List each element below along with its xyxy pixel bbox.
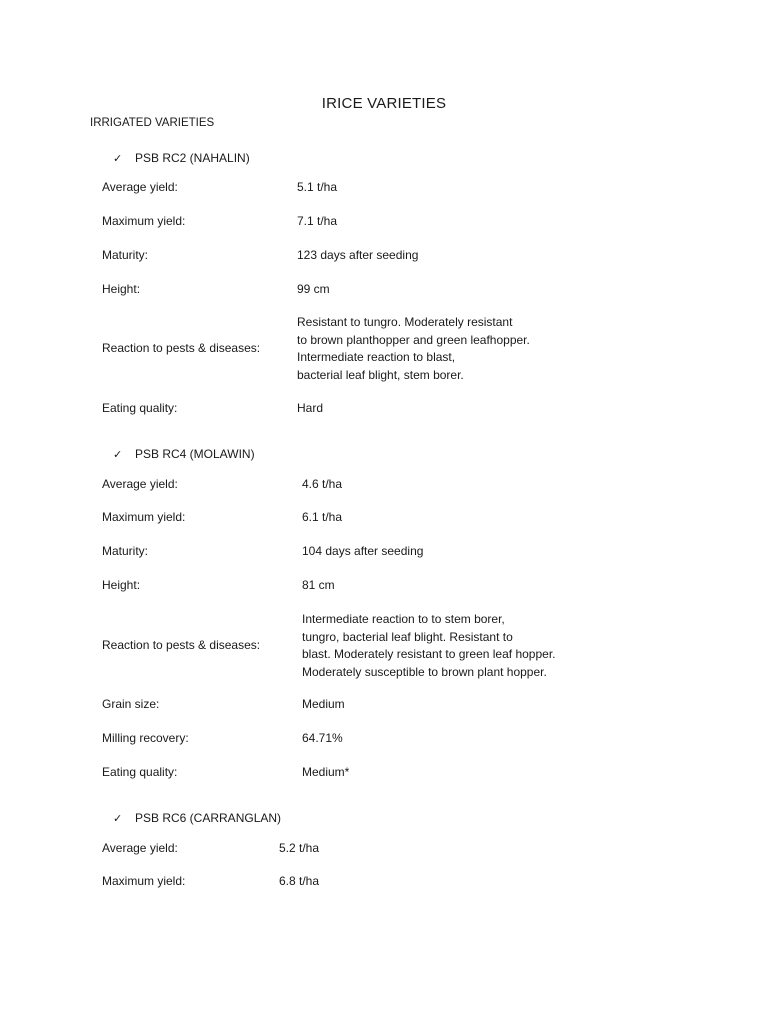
row-label: Maximum yield: <box>102 510 186 524</box>
row-value-multiline <box>297 314 530 384</box>
check-icon: ✓ <box>113 813 123 825</box>
row-value: Medium* <box>302 765 350 779</box>
row-value: 64.71% <box>302 731 343 745</box>
row-value-multiline <box>302 611 555 681</box>
row-label: Grain size: <box>102 697 160 711</box>
check-icon: ✓ <box>113 153 123 165</box>
row-label: Eating quality: <box>102 765 178 779</box>
row-label: Eating quality: <box>102 401 178 415</box>
row-label: Maturity: <box>102 248 149 262</box>
variety-name: PSB RC6 (CARRANGLAN) <box>135 811 282 825</box>
row-value: 7.1 t/ha <box>297 214 338 228</box>
row-value: 5.1 t/ha <box>297 180 338 194</box>
row-value: Hard <box>297 401 324 415</box>
row-label: Average yield: <box>102 841 178 855</box>
row-value: 6.8 t/ha <box>279 874 320 888</box>
row-label: Height: <box>102 282 141 296</box>
row-label: Maximum yield: <box>102 874 186 888</box>
row-label: Average yield: <box>102 180 178 194</box>
variety-heading-rc4 <box>113 447 255 461</box>
row-label: Maturity: <box>102 544 149 558</box>
row-value: 4.6 t/ha <box>302 477 343 491</box>
row-label: Reaction to pests & diseases: <box>102 341 261 355</box>
value-line: tungro, bacterial leaf blight. Resistant to <box>302 629 513 644</box>
row-value: Medium <box>302 697 345 711</box>
section-title: IRRIGATED VARIETIES <box>90 117 215 129</box>
row-label: Milling recovery: <box>102 731 189 745</box>
variety-heading-rc6 <box>113 811 281 825</box>
value-line: bacterial leaf blight, stem borer. <box>297 367 464 382</box>
row-value: 81 cm <box>302 578 335 592</box>
row-label: Average yield: <box>102 477 178 491</box>
value-line: blast. Moderately resistant to green leaf hopper. <box>302 647 556 661</box>
row-value: 99 cm <box>297 282 330 296</box>
value-line: Moderately susceptible to brown plant hopper. <box>302 664 547 679</box>
row-value: 123 days after seeding <box>297 248 419 262</box>
row-label: Maximum yield: <box>102 214 186 228</box>
value-line: Intermediate reaction to blast, <box>297 350 456 364</box>
value-line: Intermediate reaction to to stem borer, <box>302 612 505 626</box>
value-line: Resistant to tungro. Moderately resistant <box>297 315 513 329</box>
value-line: to brown planthopper and green leafhopper. <box>297 332 530 347</box>
row-label: Reaction to pests & diseases: <box>102 638 261 652</box>
check-icon: ✓ <box>113 449 123 461</box>
row-value: 5.2 t/ha <box>279 841 320 855</box>
row-value: 104 days after seeding <box>302 544 424 558</box>
row-label: Height: <box>102 578 141 592</box>
variety-name: PSB RC2 (NAHALIN) <box>135 151 250 165</box>
variety-name: PSB RC4 (MOLAWIN) <box>135 447 255 461</box>
page-title: IRICE VARIETIES <box>321 95 447 112</box>
variety-heading-rc2 <box>113 151 250 165</box>
row-value: 6.1 t/ha <box>302 510 343 524</box>
